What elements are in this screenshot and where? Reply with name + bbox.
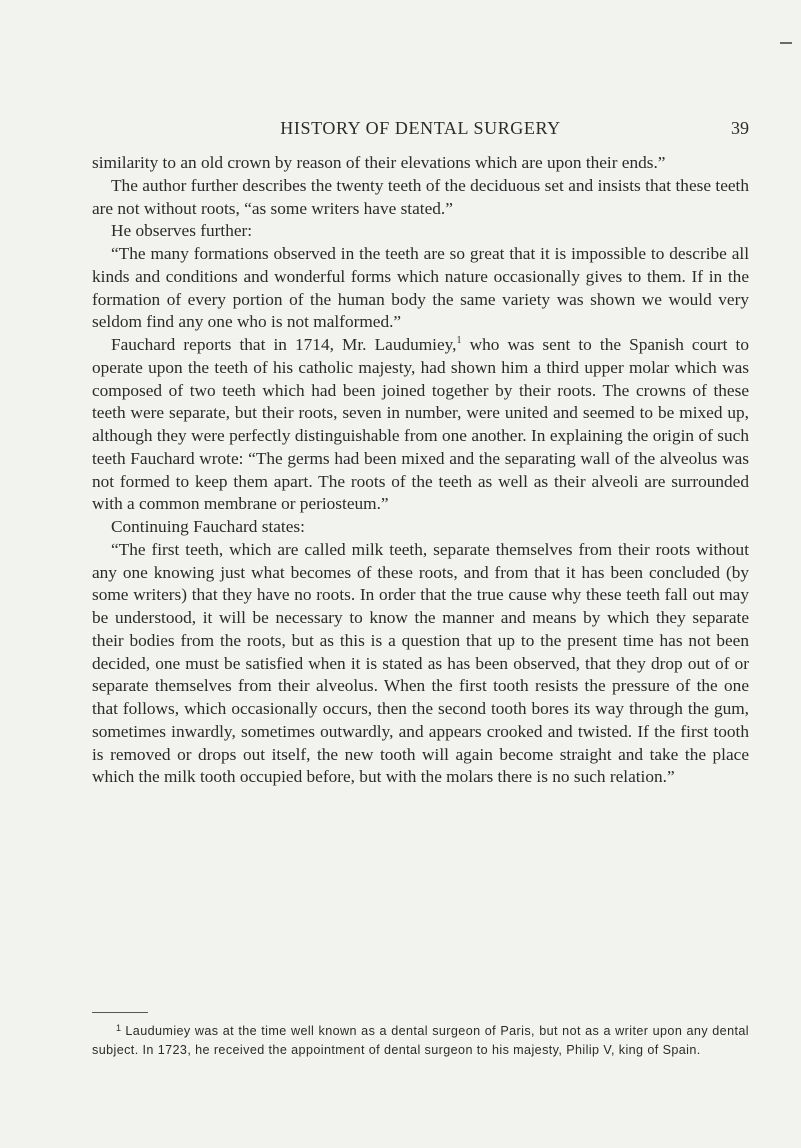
footnote-text: Laudumiey was at the time well known as a dental surgeon of Paris, but not as a writer upon any dental subject. In 1723, he received the appointment of dental surgeon to his majesty, Philip V, king of Spain. <box>92 1024 749 1057</box>
footnote-divider <box>92 1012 148 1013</box>
paragraph: similarity to an old crown by reason of their elevations which are upon their ends.” <box>92 153 666 172</box>
paragraph: He observes further: <box>111 221 253 241</box>
main-text <box>92 152 749 789</box>
footnote-reference: 1 <box>456 335 462 346</box>
page-number: 39 <box>731 118 749 138</box>
paragraph-with-footnote-ref <box>92 334 749 516</box>
page-edge-mark <box>780 42 792 44</box>
page-header <box>92 118 749 142</box>
paragraph-text: who was sent to the Spanish court to operate upon the teeth of his catholic majesty, had shown him a third upper molar which was composed of two teeth which had been joined together by their roots. The crowns of these teeth were separate, but their roots, seven in number, were united and seemed to be mixed up, although they were perfectly distinguishable from one another. In explaining the origin of such teeth Fauchard wrote: “The germs had been mixed and the separating wall of the alveolus was not formed to keep them apart. The roots of the teeth as well as their alveoli are surrounded with a common membrane or periosteum.” <box>92 335 749 514</box>
paragraph: The author further describes the twenty teeth of the deciduous set and insists that these teeth are not without roots, “as some writers have stated.” <box>92 175 749 218</box>
paragraph: “The many formations observed in the teeth are so great that it is impossible to describe all kinds and conditions and wonderful forms which nature occasionally gives to them. If in the formation of every portion of the human body the same variety was shown we would very seldom find any one who is not malformed.” <box>92 244 749 332</box>
paragraph: “The first teeth, which are called milk teeth, separate themselves from their roots without any one knowing just what becomes of these roots, and from that it has been concluded (by some writers) that they have no roots. In order that the true cause why these teeth fall out may be understood, it will be necessary to know the manner and means by which they separate their bodies from the roots, but as this is a question that up to the present time has not been decided, one must be satisfied when it is stated as has been observed, that they drop out of or separate themselves from their alveolus. When the first tooth resists the pressure of the one that follows, which occasionally occurs, then the second tooth bores its way through the gum, sometimes inwardly, sometimes outwardly, and appears crooked and twisted. If the first tooth is removed or drops out itself, the new tooth will again become straight and take the place which the milk tooth occupied before, but with the molars there is no such relation.” <box>92 539 749 787</box>
footnote-marker: 1 <box>116 1023 122 1033</box>
paragraph-text: Fauchard reports that in 1714, Mr. Laudumiey, <box>111 335 457 354</box>
paragraph: Continuing Fauchard states: <box>111 517 305 536</box>
running-title: HISTORY OF DENTAL SURGERY <box>280 118 561 138</box>
footnote <box>92 1019 749 1060</box>
